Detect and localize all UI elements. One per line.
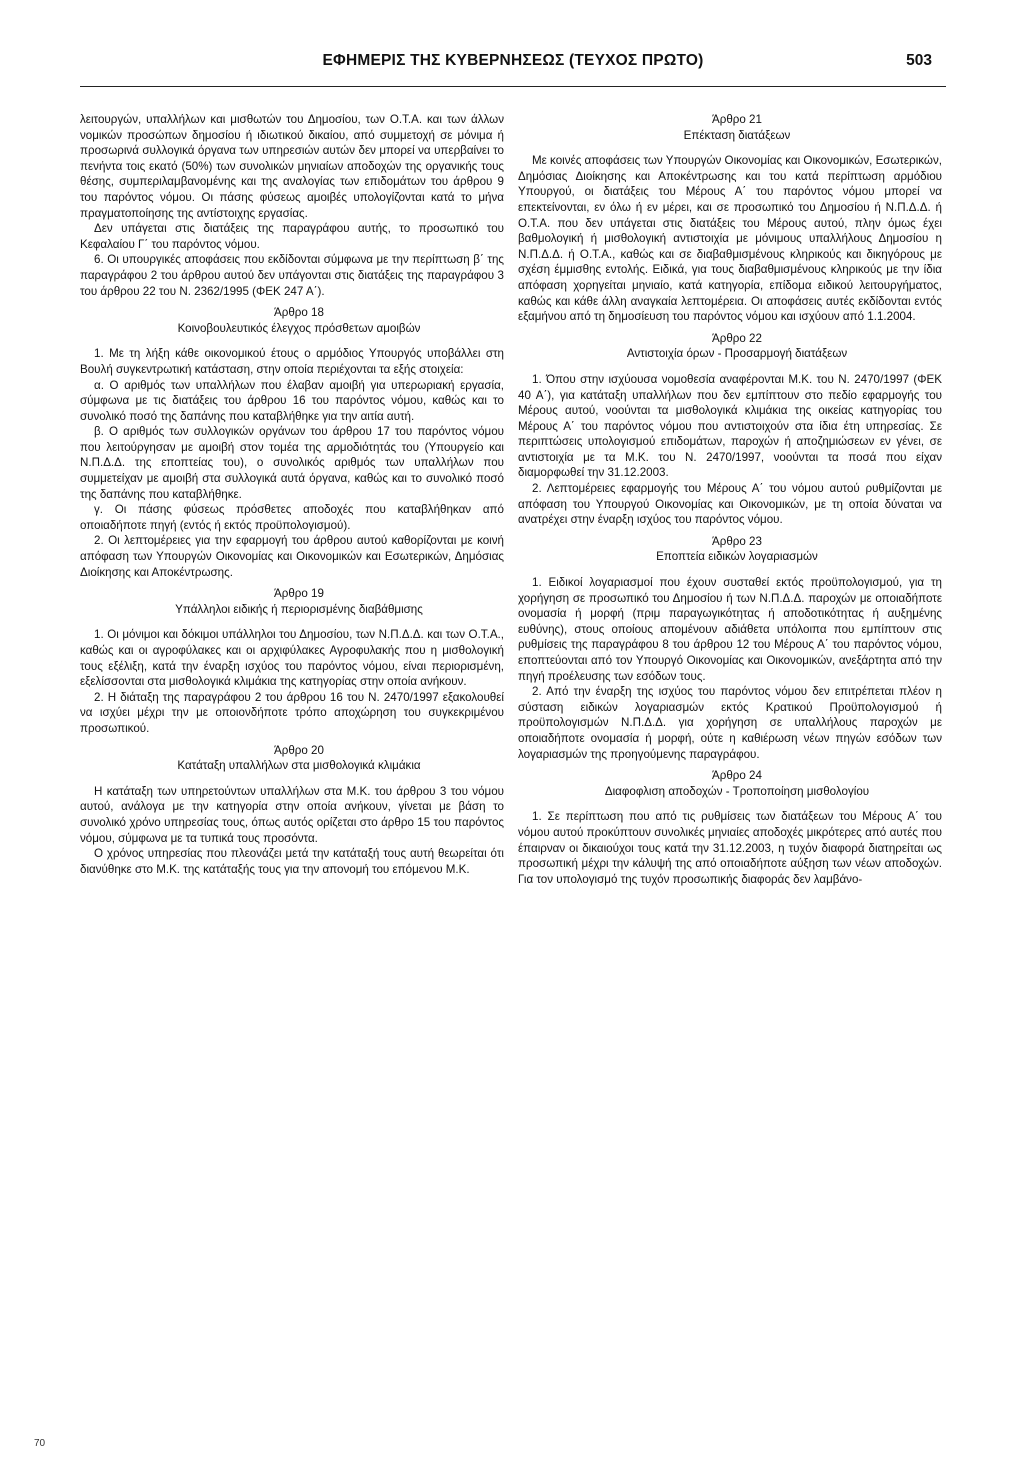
- article-number: Άρθρο 23: [712, 534, 762, 548]
- paragraph: 2. Από την έναρξη της ισχύος του παρόντος νόμου δεν επιτρέπεται πλέον η σύσταση ειδικών λογαριασμών εκτός Κρατικού Προϋπολογισμού ή προϋπολογισμών Ν.Π.Δ.Δ. για χορήγηση σε υπαλλήλους παροχών με οποιαδήποτε ονομασία ή μορφή, ούτε η καθιέρωση νέων πηγών εσόδων των λογαριασμών της προηγούμενης παραγράφου.: [518, 685, 942, 761]
- paragraph: Με κοινές αποφάσεις των Υπουργών Οικονομίας και Οικονομικών, Εσωτερικών, Δημόσιας Διοίκησης και Αποκέντρωσης και του κατά περίπτωση αρμόδιου Υπουργού, οι διατάξεις του Μέρους Α΄ του παρόντος νόμου μπορεί να επεκτείνονται, εν όλω ή εν μέρει, και σε προσωπικό του Δημοσίου ή Ν.Π.Δ.Δ. ή Ο.Τ.Α. που δεν υπάγεται στις διατάξεις του Μέρους αυτού, πλην όμως έχει βαθμολογική ή μισθολογική αντιστοιχία με μόνιμους υπαλλήλους Δημοσίου η Ν.Π.Δ.Δ. ή Ο.Τ.Α., καθώς και σε διαβαθμισμένους κληρικούς και δικηγόρους με σχέση έμμισθης εντολής. Ειδικά, για τους διαβαθμισμένους κληρικούς με την ίδια απόφαση χορηγείται μηνιαίο, κατά κατηγορία, επίδομα ειδικού λειτουργήματος, καθώς και κάθε άλλη αναγκαία λεπτομέρεια. Οι αποφάσεις αυτές εκδίδονται εντός εξαμήνου από τη δημοσίευση του παρόντος νόμου και ισχύουν από 1.1.2004.: [518, 154, 942, 324]
- page-number: 503: [906, 52, 932, 69]
- article-title: Υπάλληλοι ειδικής ή περιορισμένης διαβάθμισης: [175, 602, 423, 616]
- article-number: Άρθρο 21: [712, 113, 762, 126]
- paragraph: λειτουργών, υπαλλήλων και μισθωτών του Δημοσίου, των Ο.Τ.Α. και των άλλων νομικών προσώπων δημοσίου ή ιδιωτικού δικαίου, από συμμετοχή σε μόνιμα ή προσωρινά συλλογικά όργανα των υπηρεσιών αυτών δεν μπορεί να υπερβαίνει το πενήντα τοις εκατό (50%) των συνολικών μηνιαίων αποδοχών της οργανικής τους θέσης, συμπεριλαμβανομένης και της αναλογίας των επιδομάτων του άρθρου 9 του παρόντος νόμου. Οι πάσης φύσεως αμοιβές υπολογίζονται κατά το μήνα πραγματοποίησης της αντίστοιχης εργασίας.: [80, 113, 504, 220]
- paragraph: γ. Οι πάσης φύσεως πρόσθετες αποδοχές που καταβλήθηκαν από οποιαδήποτε πηγή (εντός ή εκτός προϋπολογισμού).: [80, 503, 504, 532]
- article-number: Άρθρο 18: [274, 306, 324, 320]
- article-title: Κοινοβουλευτικός έλεγχος πρόσθετων αμοιβών: [177, 321, 421, 335]
- gazette-title: ΕΦΗΜΕΡΙΣ ΤΗΣ ΚΥΒΕΡΝΗΣΕΩΣ (ΤΕΥΧΟΣ ΠΡΩΤΟ): [322, 52, 704, 69]
- paragraph: 6. Οι υπουργικές αποφάσεις που εκδίδονται σύμφωνα με την περίπτωση β΄ της παραγράφου 2 του άρθρου αυτού δεν υπάγονται στις διατάξεις της παραγράφου 3 του άρθρου 22 του Ν. 2362/1995 (ΦΕΚ 247 Α΄).: [80, 253, 504, 298]
- paragraph: 2. Οι λεπτομέρειες για την εφαρμογή του άρθρου αυτού καθορίζονται με κοινή απόφαση των Υπουργών Οικονομίας και Οικονομικών και Εσωτερικών, Δημόσιας Διοίκησης και Αποκέντρωσης.: [80, 534, 504, 579]
- paragraph: 1. Σε περίπτωση που από τις ρυθμίσεις των διατάξεων του Μέρους Α΄ του νόμου αυτού προκύπτουν συνολικές μηνιαίες αποδοχές μικρότερες από αυτές που έπαιρναν οι δικαιούχοι τους κατά την 31.12.2003, η τυχόν διαφορά διατηρείται ως προσωπική μέχρι την κάλυψή της από οποιαδήποτε αύξηση των νέων αποδοχών. Για τον υπολογισμό της τυχόν προσωπικής διαφοράς δεν λαμβάνο-: [518, 810, 942, 886]
- paragraph: β. Ο αριθμός των συλλογικών οργάνων του άρθρου 17 του παρόντος νόμου που λειτούργησαν με αμοιβή στον τομέα της αρμοδιότητάς του (Υπουργείο και Ν.Π.Δ.Δ. της εποπτείας του), ο συνολικός αριθμός των υπαλλήλων που συμμετείχαν με αμοιβή στα συλλογικά αυτά όργανα, καθώς και το συνολικό ποσό της δαπάνης που καταβλήθηκε.: [80, 425, 504, 501]
- paragraph: 2. Λεπτομέρειες εφαρμογής του Μέρους Α΄ του νόμου αυτού ρυθμίζονται με απόφαση του Υπουργού Οικονομίας και Οικονομικών, με τη οποία δύναται να ανατρέχει στην έναρξη ισχύος του παρόντος νόμου.: [518, 482, 942, 527]
- paragraph: Η κατάταξη των υπηρετούντων υπαλλήλων στα Μ.Κ. του άρθρου 3 του νόμου αυτού, ανάλογα με την κατηγορία στην οποία ανήκουν, γίνεται με βάση το συνολικό χρόνο υπηρεσίας τους, όπως αυτός ορίζεται στο άρθρο 15 του παρόντος νόμου, σύμφωνα με τα τυπικά τους προσόντα.: [80, 784, 504, 845]
- article-title: Επέκταση διατάξεων: [683, 128, 791, 142]
- paragraph: 1. Ειδικοί λογαριασμοί που έχουν συσταθεί εκτός προϋπολογισμού, για τη χορήγηση σε προσωπικό του Δημοσίου ή των Ν.Π.Δ.Δ. παροχών με οποιαδήποτε ονομασία ή μορφή (πριμ παραγωγικότητας ή αποδοτικότητας ή αυξημένης ευθύνης), στους οποίους απομένουν αδιάθετα υπόλοιπα που εμπίπτουν στις ρυθμίσεις της παραγράφου 8 του άρθρου 12 του Μέρους Α΄ του παρόντος νόμου, εποπτεύονται από τον Υπουργό Οικονομίας και Οικονομικών, ανεξάρτητα από την πηγή προέλευσης των εσόδων τους.: [518, 576, 942, 683]
- paragraph: 2. Η διάταξη της παραγράφου 2 του άρθρου 16 του Ν. 2470/1997 εξακολουθεί να ισχύει μέχρι την με οποιονδήποτε τρόπο αποχώρηση του συγκεκριμένου προσωπικού.: [80, 690, 504, 735]
- article-title: Διαφοφλιση αποδοχών - Τροποποίηση μισθολογίου: [604, 784, 870, 798]
- paragraph: α. Ο αριθμός των υπαλλήλων που έλαβαν αμοιβή για υπερωριακή εργασία, σύμφωνα με τις διατάξεις του άρθρου 16 του παρόντος νόμου, καθώς και το συνολικό ποσό της δαπάνης που καταβλήθηκε για την αιτία αυτή.: [80, 378, 504, 423]
- article-number: Άρθρο 24: [712, 769, 762, 783]
- paragraph: Ο χρόνος υπηρεσίας που πλεονάζει μετά την κατάταξή τους αυτή θεωρείται ότι διανύθηκε στο Μ.Κ. της κατάταξής τους για την απονομή του επόμενου Μ.Κ.: [80, 847, 504, 876]
- left-column: [80, 112, 504, 877]
- article-number: Άρθρο 22: [712, 331, 762, 345]
- page-header: [80, 46, 946, 87]
- article-number: Άρθρο 20: [274, 743, 324, 757]
- paragraph: Δεν υπάγεται στις διατάξεις της παραγράφου αυτής, το προσωπικό του Κεφαλαίου Γ΄ του παρόντος νόμου.: [80, 222, 504, 251]
- article-title: Κατάταξη υπαλλήλων στα μισθολογικά κλιμάκια: [177, 759, 421, 773]
- article-number: Άρθρο 19: [274, 587, 324, 601]
- article-title: Εποπτεία ειδικών λογαριασμών: [656, 550, 818, 564]
- paragraph: 1. Με τη λήξη κάθε οικονομικού έτους ο αρμόδιος Υπουργός υποβάλλει στη Βουλή συγκεντρωτική κατάσταση, στην οποία περιέχονται τα εξής στοιχεία:: [80, 347, 504, 376]
- paragraph: 1. Οι μόνιμοι και δόκιμοι υπάλληλοι του Δημοσίου, των Ν.Π.Δ.Δ. και των Ο.Τ.Α., καθώς και οι αγροφύλακες και οι αρχιφύλακες Αγροφυλακής που η μισθολογική τους εξέλιξη, κατά την έναρξη ισχύος του παρόντος νόμου, είναι περιορισμένη, εξελίσσονται στα μισθολογικά κλιμάκια της κατηγορίας στην οποία ανήκουν.: [80, 628, 504, 689]
- footer-mark: 70: [34, 1438, 46, 1449]
- paragraph: 1. Όπου στην ισχύουσα νομοθεσία αναφέρονται Μ.Κ. του Ν. 2470/1997 (ΦΕΚ 40 Α΄), για κατάταξη υπαλλήλων που δεν εμπίπτουν στο πεδίο εφαρμογής του Μέρους αυτού, νοούνται τα μισθολογικά κλιμάκια της οικείας κατηγορίας του Μέρους Α΄ του παρόντος νόμου που αντιστοιχούν στα ίδια έτη υπηρεσίας. Σε περιπτώσεις υπολογισμού επιδομάτων, παροχών ή αποζημιώσεων εν γένει, σε αντιστοιχία με τα Μ.Κ. του Ν. 2470/1997, νοούνται τα ποσά που είχαν διαμορφωθεί την 31.12.2003.: [518, 372, 942, 480]
- right-column: [518, 112, 942, 887]
- article-title: Αντιστοιχία όρων - Προσαρμογή διατάξεων: [626, 347, 848, 361]
